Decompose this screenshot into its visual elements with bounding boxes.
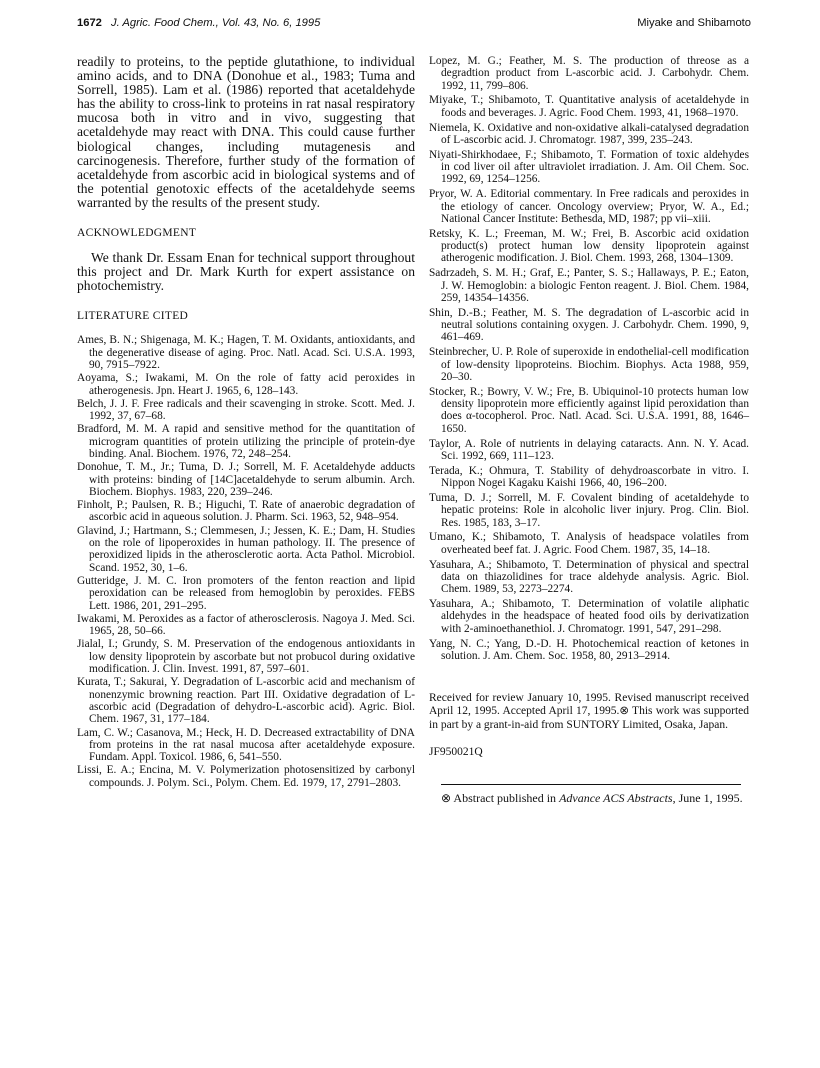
journal-code: JF950021Q <box>429 746 483 759</box>
reference-entry: Retsky, K. L.; Freeman, M. W.; Frei, B. Ascorbic acid oxidation product(s) protect human low density lipoprotein against atherogenic modification. J. Biol. Chem. 1993, 268, 1304–1309. <box>429 227 749 265</box>
left-column <box>77 55 415 790</box>
reference-entry: Lissi, E. A.; Encina, M. V. Polymerization photosensitized by carbonyl compounds. J. Polym. Sci., Polym. Chem. Ed. 1979, 17, 2791–2803. <box>77 764 415 789</box>
reference-list-left <box>77 334 415 789</box>
reference-entry: Lopez, M. G.; Feather, M. S. The production of threose as a degradtion product from L-ascorbic acid. J. Carbohydr. Chem. 1992, 11, 799–806. <box>429 55 749 92</box>
reference-entry: Kurata, T.; Sakurai, Y. Degradation of L-ascorbic acid and mechanism of nonenzymic browning reaction. Part III. Oxidative degradation of L-ascorbic acid (Degradation of dehydro-L-ascorbic acid). Agric. Biol. Chem. 1967, 31, 177–184. <box>77 676 415 726</box>
body-paragraph: readily to proteins, to the peptide glutathione, to individual amino acids, and to DNA (Donohue et al., 1983; Tuma and Sorrell, 1985). Lam et al. (1986) reported that acetaldehyde has the ability to cross-link to proteins in rat nasal respiratory mucosa both in vitro and in vivo, suggesting that acetaldehyde may react with DNA. This could cause further biological changes, including mutagenesis and carcinogenesis. Therefore, further study of the formation of acetaldehyde from ascorbic acid in biological systems and of the potential genotoxic effects of the acetaldehyde seems warranted by the results of the present study. <box>77 54 415 210</box>
footnote-rule <box>441 784 741 785</box>
reference-entry: Glavind, J.; Hartmann, S.; Clemmesen, J.; Jessen, K. E.; Dam, H. Studies on the role of lipoperoxides in human pathology. II. The presence of peroxidized lipids in the atherosclerotic aorta. Acta Pathol. Microbiol. Scand. 1952, 30, 1–6. <box>77 524 415 574</box>
received-note: Received for review January 10, 1995. Revised manuscript received April 12, 1995. Accepted April 17, 1995.⊗ This work was supported in part by a grant-in-aid from SUNTORY Limited, Osaka, Japan. <box>429 692 749 731</box>
footnote-prefix: Abstract published in <box>451 791 560 806</box>
footnote-date: , June 1, 1995. <box>672 791 743 806</box>
reference-entry: Yasuhara, A.; Shibamoto, T. Determination of physical and spectral data on thiazolidines for trace aldehyde analysis. Agric. Biol. Chem. 1989, 53, 2273–2274. <box>429 558 749 596</box>
reference-entry: Umano, K.; Shibamoto, T. Analysis of headspace volatiles from overheated beef fat. J. Agric. Food Chem. 1987, 35, 14–18. <box>429 531 749 556</box>
literature-heading: LITERATURE CITED <box>77 310 189 323</box>
reference-entry: Pryor, W. A. Editorial commentary. In Free radicals and peroxides in the etiology of cancer. Oncology overview; Pryor, W. A., Ed.; National Cancer Institute: Bethesda, MD, 1987; pp vii–xiii. <box>429 188 749 225</box>
reference-entry: Niemela, K. Oxidative and non-oxidative alkali-catalysed degradation of L-ascorbic acid. J. Chromatogr. 1987, 399, 235–243. <box>429 121 749 146</box>
reference-entry: Taylor, A. Role of nutrients in delaying cataracts. Ann. N. Y. Acad. Sci. 1992, 669, 111–123. <box>429 437 749 462</box>
footnote-symbol: ⊗ <box>441 791 452 806</box>
reference-entry: Yang, N. C.; Yang, D.-D. H. Photochemical reaction of ketones in solution. J. Am. Chem. Soc. 1958, 80, 2913–2914. <box>429 637 749 662</box>
journal-citation: J. Agric. Food Chem., Vol. 43, No. 6, 1995 <box>111 17 321 29</box>
reference-entry: Aoyama, S.; Iwakami, M. On the role of fatty acid peroxides in atherogenesis. Jpn. Heart J. 1965, 6, 128–143. <box>77 372 415 397</box>
reference-entry: Gutteridge, J. M. C. Iron promoters of the fenton reaction and lipid peroxidation can be released from hemoglobin by peroxides. FEBS Lett. 1986, 201, 291–295. <box>77 574 415 612</box>
reference-entry: Ames, B. N.; Shigenaga, M. K.; Hagen, T. M. Oxidants, antioxidants, and the degenerative disease of aging. Proc. Natl. Acad. Sci. U.S.A. 1993, 90, 7915–7922. <box>77 334 415 371</box>
reference-entry: Tuma, D. J.; Sorrell, M. F. Covalent binding of acetaldehyde to hepatic proteins: Role in alcoholic liver injury. Prog. Clin. Biol. Res. 1985, 183, 3–17. <box>429 491 749 529</box>
running-header-left <box>77 17 320 29</box>
reference-entry: Iwakami, M. Peroxides as a factor of atherosclerosis. Nagoya J. Med. Sci. 1965, 28, 50–66. <box>77 612 415 638</box>
running-header-authors: Miyake and Shibamoto <box>637 17 751 29</box>
page-number: 1672 <box>77 17 102 29</box>
right-column <box>429 55 749 805</box>
footnote-source: Advance ACS Abstracts <box>559 791 673 806</box>
reference-entry: Steinbrecher, U. P. Role of superoxide in endothelial-cell modification of low-density lipoproteins. Biochim. Biophys. Acta 1988, 959, 20–30. <box>429 346 749 383</box>
reference-entry: Terada, K.; Ohmura, T. Stability of dehydroascorbate in vitro. I. Nippon Nogei Kagaku Kaishi 1966, 40, 196–200. <box>429 464 749 490</box>
reference-entry: Miyake, T.; Shibamoto, T. Quantitative analysis of acetaldehyde in foods and beverages. J. Agric. Food Chem. 1993, 41, 1968–1970. <box>429 94 749 119</box>
footnote <box>441 792 749 805</box>
reference-entry: Finholt, P.; Paulsen, R. B.; Higuchi, T. Rate of anaerobic degradation of ascorbic acid in aqueous solution. J. Pharm. Sci. 1963, 52, 948–954. <box>77 499 415 524</box>
acknowledgment-heading: ACKNOWLEDGMENT <box>77 227 197 240</box>
reference-entry: Yasuhara, A.; Shibamoto, T. Determination of volatile aliphatic aldehydes in the headspace of heated food oils by derivatization with 2-aminoethanethiol. J. Chromatogr. 1991, 547, 291–298. <box>429 598 749 635</box>
reference-entry: Bradford, M. M. A rapid and sensitive method for the quantitation of microgram quantities of protein utilizing the principle of protein-dye binding. Anal. Biochem. 1976, 72, 248–254. <box>77 423 415 460</box>
reference-entry: Donohue, T. M., Jr.; Tuma, D. J.; Sorrell, M. F. Acetaldehyde adducts with proteins: binding of [14C]acetaldehyde to serum albumin. Arch. Biochem. Biophys. 1983, 220, 239–246. <box>77 461 415 498</box>
reference-entry: Shin, D.-B.; Feather, M. S. The degradation of L-ascorbic acid in neutral solutions containing oxygen. J. Carbohydr. Chem. 1990, 9, 461–469. <box>429 306 749 344</box>
acknowledgment-text: We thank Dr. Essam Enan for technical support throughout this project and Dr. Mark Kurth for expert assistance on photochemistry. <box>77 250 415 294</box>
reference-entry: Niyati-Shirkhodaee, F.; Shibamoto, T. Formation of toxic aldehydes in cod liver oil after ultraviolet irradiation. J. Am. Oil Chem. Soc. 1992, 69, 1254–1256. <box>429 148 749 186</box>
reference-entry: Belch, J. J. F. Free radicals and their scavenging in stroke. Scott. Med. J. 1992, 37, 67–68. <box>77 397 415 423</box>
reference-entry: Lam, C. W.; Casanova, M.; Heck, H. D. Decreased extractability of DNA from proteins in the rat nasal mucosa after acetaldehyde exposure. Fundam. Appl. Toxicol. 1986, 6, 541–550. <box>77 726 415 764</box>
reference-entry: Stocker, R.; Bowry, V. W.; Fre, B. Ubiquinol-10 protects human low density lipoprotein more efficiently against lipid peroxidation than does α-tocopherol. Proc. Natl. Acad. Sci. U.S.A. 1991, 88, 1646–1650. <box>429 385 749 435</box>
reference-entry: Jialal, I.; Grundy, S. M. Preservation of the endogenous antioxidants in low density lipoprotein by ascorbate but not probucol during oxidative modification. J. Clin. Invest. 1991, 87, 597–601. <box>77 638 415 676</box>
reference-entry: Sadrzadeh, S. M. H.; Graf, E.; Panter, S. S.; Hallaways, P. E.; Eaton, J. W. Hemoglobin: a biologic Fenton reagent. J. Biol. Chem. 1984, 259, 14354–14356. <box>429 267 749 304</box>
reference-list-right <box>429 55 749 662</box>
